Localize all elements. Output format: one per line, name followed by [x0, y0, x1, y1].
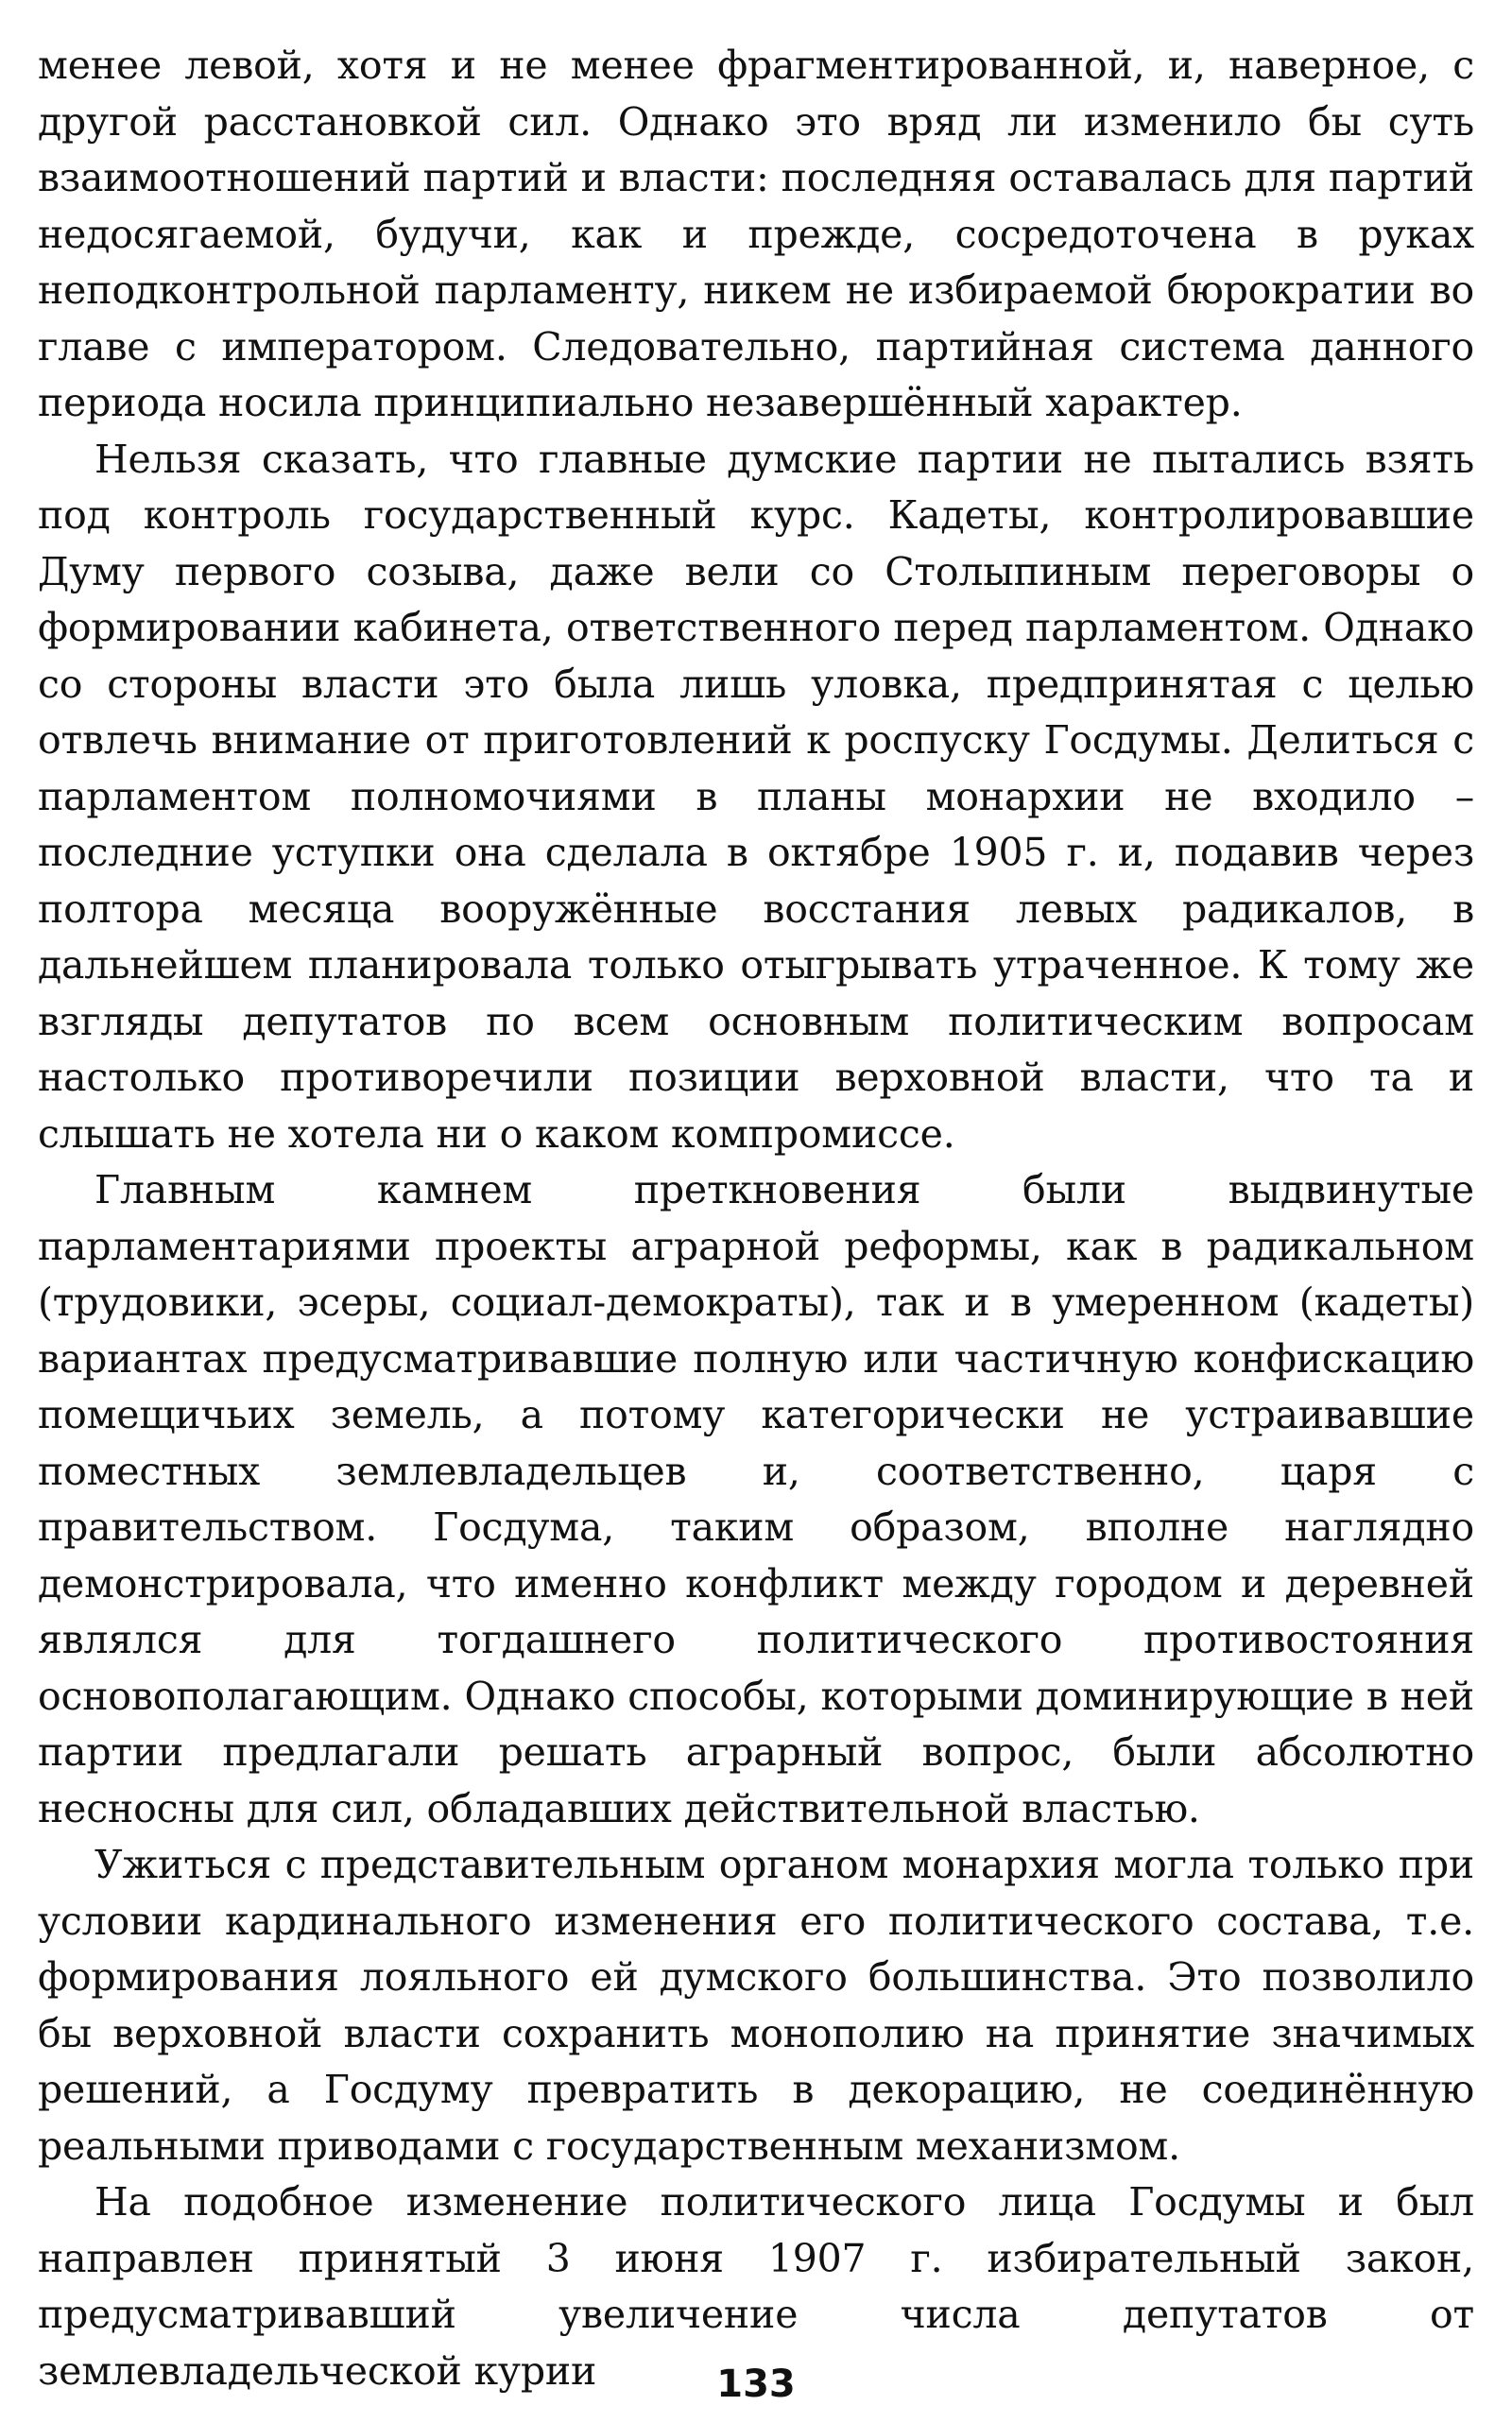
paragraph: Нельзя сказать, что главные думские партии не пытались взять под контроль государственный курс. Кадеты, контролировавшие Думу первого созыва, даже вели со Столыпиным переговоры о формировании кабинета, ответственного перед парламентом. Однако со стороны власти это была лишь уловка, предпринятая с целью отвлечь внимание от приготовлений к роспуску Госдумы. Делиться с парламентом полномочиями в планы монархии не входило – последние уступки она сделала в октябре 1905 г. и, подавив через полтора месяца вооружённые восстания левых радикалов, в дальнейшем планировала только отыгрывать утраченное. К тому же взгляды депутатов по всем основным политическим вопросам настолько противоречили позиции верховной власти, что та и слышать не хотела ни о каком компромиссе. [38, 436, 1474, 1157]
paragraph-continuation: менее левой, хотя и не менее фрагментированной, и, наверное, с другой расстановкой сил. Однако это вряд ли изменило бы суть взаимоотношений партий и власти: последняя оставалась для партий недосягаемой, будучи, как и прежде, сосредоточена в руках неподконтрольной парламенту, никем не избираемой бюрократии во главе с императором. Следовательно, партийная система данного периода носила принципиально незавершённый характер. [38, 43, 1474, 425]
page-number: 133 [716, 2363, 796, 2406]
book-page [38, 38, 1474, 2406]
paragraph: Главным камнем преткновения были выдвинутые парламентариями проекты аграрной реформы, как в радикальном (трудовики, эсеры, социал-демократы), так и в умеренном (кадеты) вариантах предусматривавшие полную или частичную конфискацию помещичьих земель, а потому категорически не устраивавшие поместных землевладельцев и, соответственно, царя с правительством. Госдума, таким образом, вполне наглядно демонстрировала, что именно конфликт между городом и деревней являлся для тогдашнего политического противостояния основополагающим. Однако способы, которыми доминирующие в ней партии предлагали решать аграрный вопрос, были абсолютно несносны для сил, обладавших действительной властью. [38, 1167, 1474, 1831]
paragraph: На подобное изменение политического лица Госдумы и был направлен принятый 3 июня 1907 г. избирательный закон, предусматривавший увеличение числа депутатов от землевладельческой курии [38, 2179, 1474, 2394]
paragraph: Ужиться с представительным органом монархия могла только при условии кардинального изменения его политического состава, т.е. формирования лояльного ей думского большинства. Это позволило бы верховной власти сохранить монополию на принятие значимых решений, а Госдуму превратить в декорацию, не соединённую реальными приводами с государственным механизмом. [38, 1842, 1474, 2169]
text-body [38, 38, 1474, 2399]
